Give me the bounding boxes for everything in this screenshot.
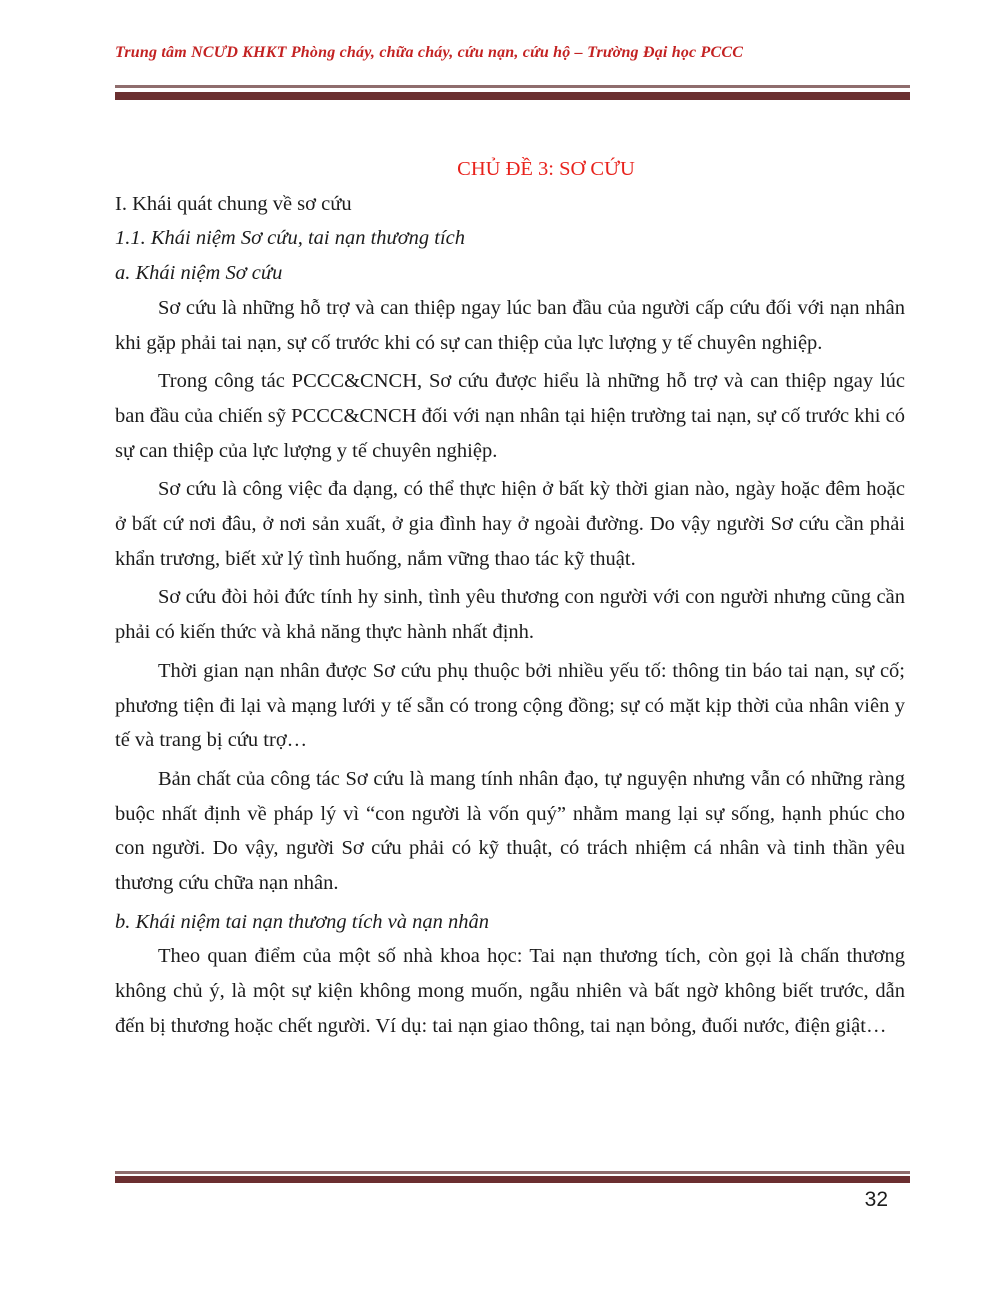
item-a-heading: a. Khái niệm Sơ cứu xyxy=(115,262,283,285)
body-paragraph-3: Sơ cứu là công việc đa dạng, có thể thực hiện ở bất kỳ thời gian nào, ngày hoặc đêm hoặc ở bất cứ nơi đâu, ở nơi sản xuất, ở gia đình hay ở ngoài đường. Do vậy người Sơ cứu cần phải khẩn trương, biết xử lý tình huống, nắm vững thao tác kỹ thuật. xyxy=(115,478,905,570)
body-paragraph-6: Bản chất của công tác Sơ cứu là mang tính nhân đạo, tự nguyện nhưng vẫn có những ràng buộc nhất định về pháp lý vì “con người là vốn quý” nhằm mang lại sự sống, hạnh phúc cho con người. Do vậy, người Sơ cứu phải có kỹ thuật, có trách nhiệm cá nhân và tinh thần yêu thương cứu chữa nạn nhân. xyxy=(115,767,905,895)
footer-rule-thick-line xyxy=(115,1176,910,1183)
footer-rule xyxy=(115,1171,910,1183)
header-rule xyxy=(115,85,910,100)
body-paragraph-5: Thời gian nạn nhân được Sơ cứu phụ thuộc bởi nhiều yếu tố: thông tin báo tai nạn, sự cố; phương tiện đi lại và mạng lưới y tế sẵn có trong cộng đồng; sự có mặt kịp thời của nhân viên y tế và trang bị cứu trợ… xyxy=(115,659,905,752)
body-paragraph-2: Trong công tác PCCC&CNCH, Sơ cứu được hiểu là những hỗ trợ và can thiệp ngay lúc ban đầu của chiến sỹ PCCC&CNCH đối với nạn nhân tại hiện trường tai nạn, sự cố trước khi có sự can thiệp của lực lượng y tế chuyên nghiệp. xyxy=(115,370,905,462)
chapter-title: CHỦ ĐỀ 3: SƠ CỨU xyxy=(457,158,635,180)
running-header-text: Trung tâm NCƯD KHKT Phòng cháy, chữa cháy, cứu nạn, cứu hộ – Trường Đại học PCCC xyxy=(115,44,744,61)
item-b-heading: b. Khái niệm tai nạn thương tích và nạn nhân xyxy=(115,910,490,933)
body-paragraph-4: Sơ cứu đòi hỏi đức tính hy sinh, tình yêu thương con người với con người nhưng cũng cần phải có kiến thức và khả năng thực hành nhất định. xyxy=(115,586,905,644)
body-paragraph-7: Theo quan điểm của một số nhà khoa học: Tai nạn thương tích, còn gọi là chấn thương không chủ ý, là một sự kiện không mong muốn, ngẫu nhiên và bất ngờ không biết trước, dẫn đến bị thương hoặc chết người. Ví dụ: tai nạn giao thông, tai nạn bỏng, đuối nước, điện giật… xyxy=(115,945,905,1037)
document-content xyxy=(115,152,905,1048)
header-rule-thick-line xyxy=(115,92,910,100)
body-paragraph-1: Sơ cứu là những hỗ trợ và can thiệp ngay lúc ban đầu của người cấp cứu đối với nạn nhân khi gặp phải tai nạn, sự cố trước khi có sự can thiệp của lực lượng y tế chuyên nghiệp. xyxy=(115,296,905,354)
page-number: 32 xyxy=(864,1188,888,1211)
section-heading: I. Khái quát chung về sơ cứu xyxy=(115,192,352,215)
subsection-heading: 1.1. Khái niệm Sơ cứu, tai nạn thương tích xyxy=(115,227,466,250)
